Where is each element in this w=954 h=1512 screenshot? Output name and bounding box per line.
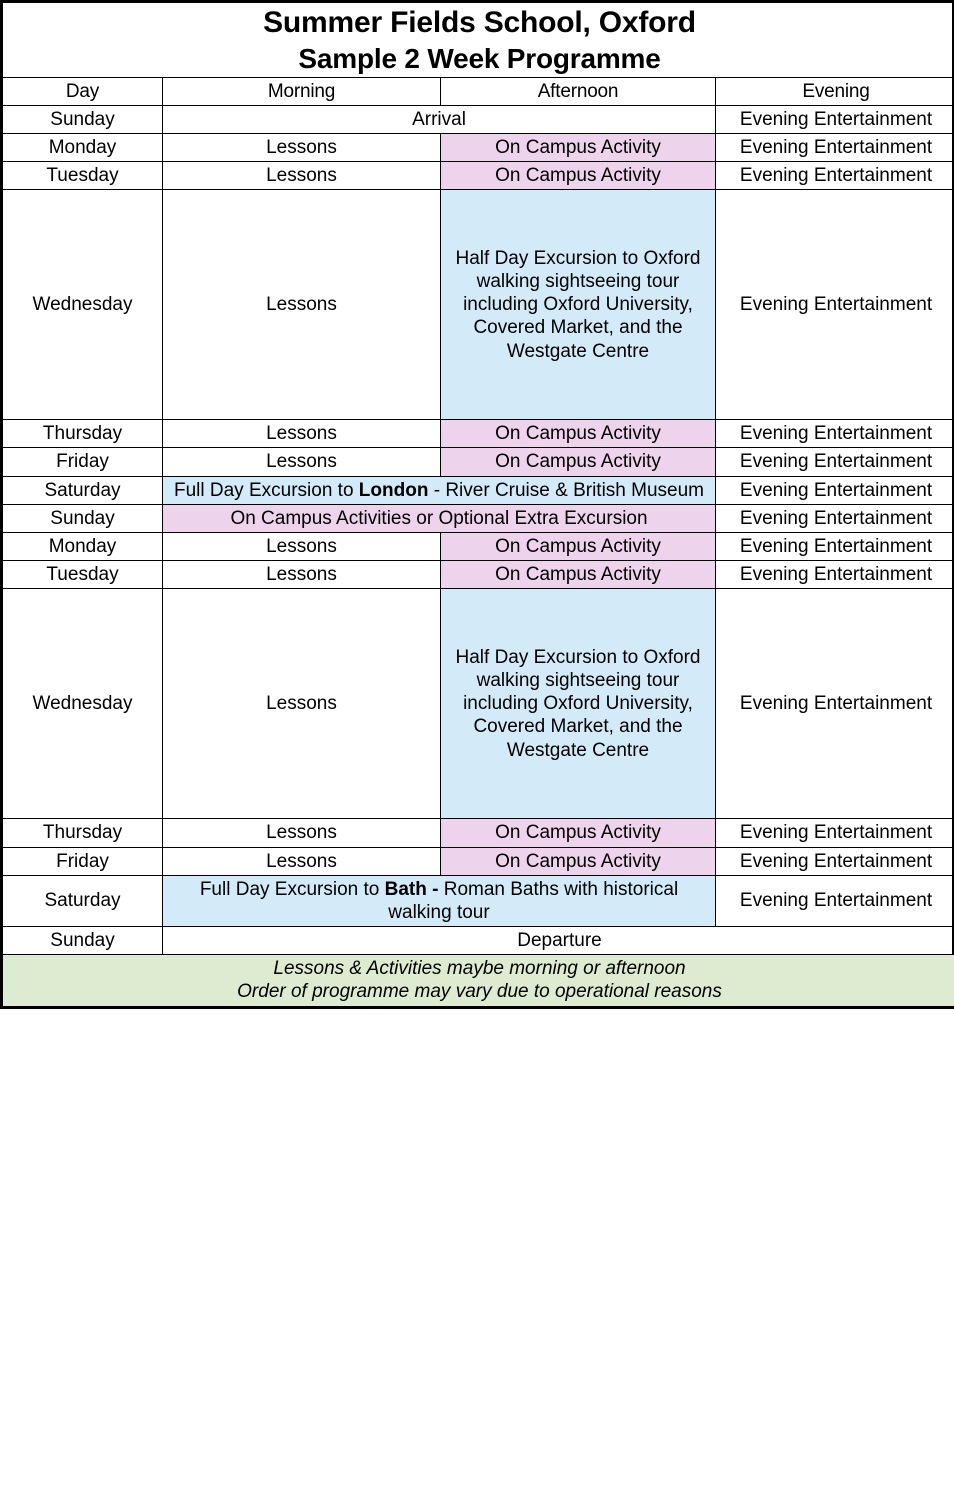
table-row [3,133,954,161]
london-text-pre: Full Day Excursion to [174,479,359,501]
table-row [3,190,954,420]
row-day-label: Sunday [3,105,163,133]
table-row [3,927,954,955]
cell-on-campus-or-optional: On Campus Activities or Optional Extra Excursion [163,504,716,532]
bath-destination: Bath - [384,878,444,900]
row-day-label: Wednesday [3,190,163,420]
document-title [3,3,954,78]
cell-morning-lessons: Lessons [163,561,441,589]
cell-departure: Departure [163,927,954,955]
cell-evening: Evening Entertainment [716,133,954,161]
table-row [3,819,954,847]
cell-arrival: Arrival [163,105,716,133]
footer-row [3,955,954,1006]
table-row [3,105,954,133]
title-line-2: Sample 2 Week Programme [298,42,661,74]
note-line-2: Order of programme may vary due to operational reasons [237,981,722,1003]
title-row [3,3,954,78]
table-row [3,448,954,476]
cell-evening: Evening Entertainment [716,819,954,847]
cell-full-day-bath [163,875,716,926]
table-row [3,420,954,448]
cell-evening: Evening Entertainment [716,589,954,819]
row-day-label: Sunday [3,927,163,955]
cell-afternoon-activity: On Campus Activity [441,133,716,161]
table-row [3,561,954,589]
cell-afternoon-excursion: Half Day Excursion to Oxford walking sightseeing tour including Oxford University, Covered Market, and the Westgate Centre [441,589,716,819]
column-header-morning: Morning [163,77,441,105]
cell-evening: Evening Entertainment [716,448,954,476]
row-day-label: Friday [3,847,163,875]
column-header-day: Day [3,77,163,105]
cell-evening: Evening Entertainment [716,420,954,448]
row-day-label: Friday [3,448,163,476]
row-day-label: Monday [3,533,163,561]
cell-morning-lessons: Lessons [163,162,441,190]
cell-evening: Evening Entertainment [716,875,954,926]
cell-evening: Evening Entertainment [716,561,954,589]
bath-text-post: Roman Baths with historical walking tour [388,878,679,923]
cell-morning-lessons: Lessons [163,448,441,476]
programme-table [2,2,954,1007]
row-day-label: Tuesday [3,162,163,190]
table-row [3,875,954,926]
cell-morning-lessons: Lessons [163,819,441,847]
row-day-label: Sunday [3,504,163,532]
table-head [3,3,954,106]
cell-evening: Evening Entertainment [716,162,954,190]
cell-morning-lessons: Lessons [163,533,441,561]
cell-evening: Evening Entertainment [716,190,954,420]
cell-afternoon-activity: On Campus Activity [441,533,716,561]
cell-evening: Evening Entertainment [716,533,954,561]
row-day-label: Thursday [3,819,163,847]
table-row [3,589,954,819]
programme-note [3,955,954,1006]
table-row [3,847,954,875]
cell-morning-lessons: Lessons [163,190,441,420]
cell-afternoon-activity: On Campus Activity [441,448,716,476]
cell-afternoon-activity: On Campus Activity [441,819,716,847]
cell-evening: Evening Entertainment [716,476,954,504]
column-header-afternoon: Afternoon [441,77,716,105]
row-day-label: Saturday [3,875,163,926]
cell-morning-lessons: Lessons [163,133,441,161]
table-row [3,476,954,504]
cell-afternoon-excursion: Half Day Excursion to Oxford walking sightseeing tour including Oxford University, Covered Market, and the Westgate Centre [441,190,716,420]
table-row [3,533,954,561]
row-day-label: Tuesday [3,561,163,589]
column-header-row [3,77,954,105]
cell-evening: Evening Entertainment [716,105,954,133]
table-body [3,105,954,1006]
table-row [3,504,954,532]
cell-afternoon-activity: On Campus Activity [441,162,716,190]
title-line-1: Summer Fields School, Oxford [263,6,696,39]
cell-afternoon-activity: On Campus Activity [441,847,716,875]
cell-afternoon-activity: On Campus Activity [441,420,716,448]
cell-full-day-london [163,476,716,504]
table-row [3,162,954,190]
cell-afternoon-activity: On Campus Activity [441,561,716,589]
column-header-evening: Evening [716,77,954,105]
cell-morning-lessons: Lessons [163,589,441,819]
london-text-post: - River Cruise & British Museum [428,479,704,501]
row-day-label: Monday [3,133,163,161]
bath-text-pre: Full Day Excursion to [199,878,385,900]
row-day-label: Thursday [3,420,163,448]
london-destination: London [358,479,429,501]
row-day-label: Wednesday [3,589,163,819]
note-line-1: Lessons & Activities maybe morning or afternoon [273,958,686,980]
cell-evening: Evening Entertainment [716,847,954,875]
cell-evening: Evening Entertainment [716,504,954,532]
cell-morning-lessons: Lessons [163,420,441,448]
cell-morning-lessons: Lessons [163,847,441,875]
row-day-label: Saturday [3,476,163,504]
